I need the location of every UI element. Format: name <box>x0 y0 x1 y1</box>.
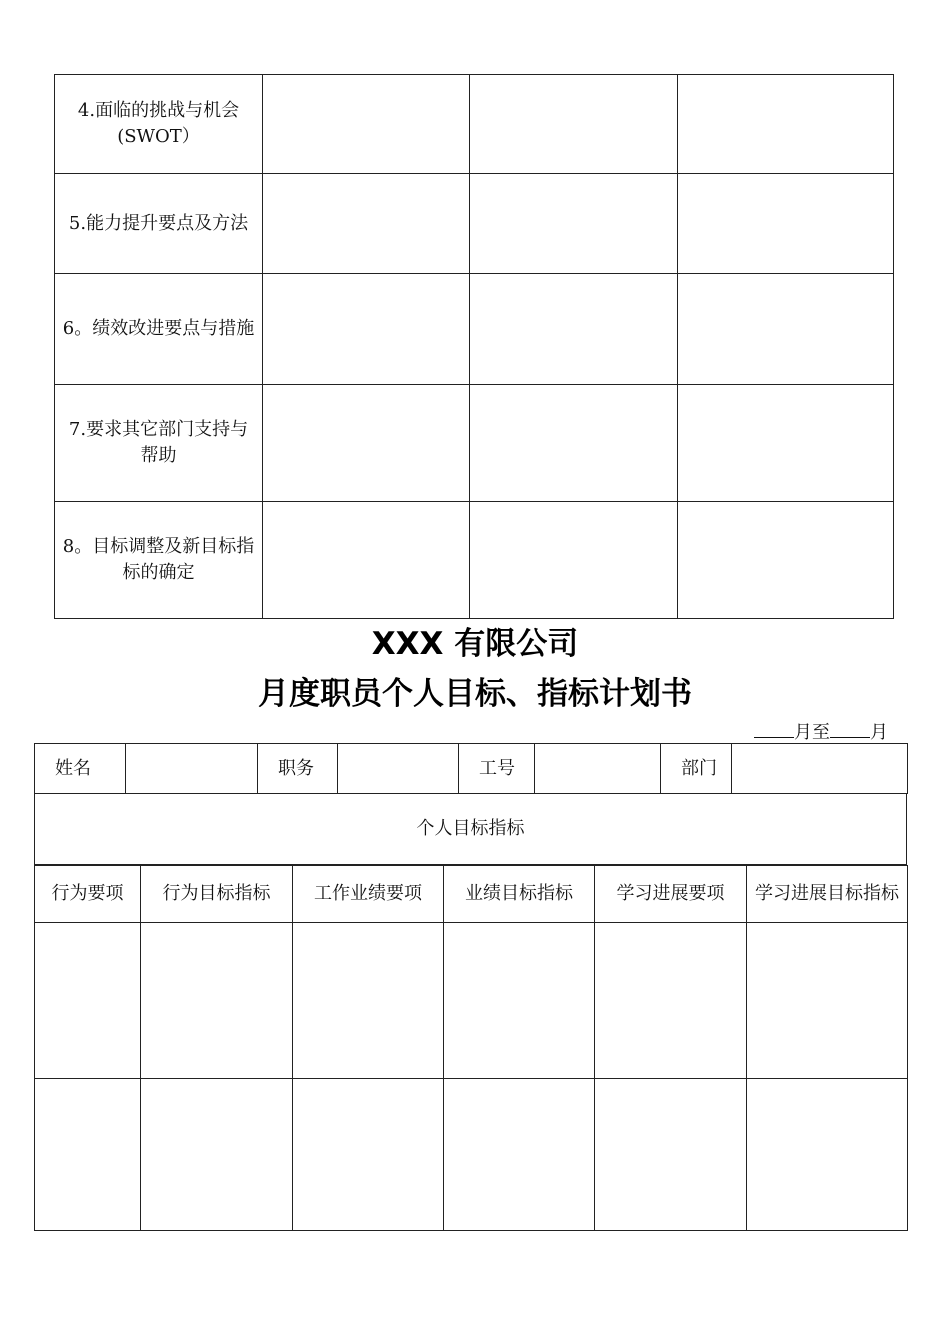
table-cell[interactable] <box>293 1079 444 1231</box>
table-cell[interactable] <box>470 385 678 502</box>
table-row <box>55 502 894 619</box>
table-cell[interactable] <box>35 923 141 1079</box>
header-work-item: 工作业绩要项 <box>293 866 444 923</box>
table-row <box>55 385 894 502</box>
table-cell[interactable] <box>747 923 908 1079</box>
goal-table <box>34 865 908 1231</box>
section-table <box>34 793 907 865</box>
continuation-table <box>54 74 894 619</box>
table-cell[interactable] <box>141 923 293 1079</box>
header-learning-item: 学习进展要项 <box>595 866 747 923</box>
id-label: 工号 <box>459 744 535 794</box>
row-label-swot: 4.面临的挑战与机会(SWOT） <box>55 75 263 174</box>
table-row <box>55 274 894 385</box>
table-cell[interactable] <box>678 174 894 274</box>
header-learning-target: 学习进展目标指标 <box>747 866 908 923</box>
table-cell[interactable] <box>678 274 894 385</box>
table-cell[interactable] <box>263 274 470 385</box>
table-cell[interactable] <box>263 502 470 619</box>
period-start-blank[interactable] <box>754 719 794 738</box>
table-cell[interactable] <box>141 1079 293 1231</box>
position-label: 职务 <box>258 744 338 794</box>
section-title: 个人目标指标 <box>35 794 907 865</box>
period-line <box>754 719 888 745</box>
table-row <box>55 75 894 174</box>
period-end-blank[interactable] <box>830 719 870 738</box>
name-field[interactable] <box>126 744 258 794</box>
position-field[interactable] <box>338 744 459 794</box>
dept-field[interactable] <box>732 744 908 794</box>
info-table <box>34 743 908 794</box>
row-label-performance: 6。绩效改进要点与措施 <box>55 274 263 385</box>
table-cell[interactable] <box>263 174 470 274</box>
table-row <box>55 174 894 274</box>
table-cell[interactable] <box>293 923 444 1079</box>
header-behavior-item: 行为要项 <box>35 866 141 923</box>
table-cell[interactable] <box>678 502 894 619</box>
table-cell[interactable] <box>263 75 470 174</box>
header-performance-target: 业绩目标指标 <box>444 866 595 923</box>
table-cell[interactable] <box>678 385 894 502</box>
table-cell[interactable] <box>35 1079 141 1231</box>
table-cell[interactable] <box>595 923 747 1079</box>
table-row <box>35 1079 908 1231</box>
plan-title: 月度职员个人目标、指标计划书 <box>258 676 692 712</box>
header-behavior-target: 行为目标指标 <box>141 866 293 923</box>
table-row <box>35 794 907 865</box>
table-cell[interactable] <box>678 75 894 174</box>
table-cell[interactable] <box>747 1079 908 1231</box>
name-label: 姓名 <box>35 744 126 794</box>
table-row <box>35 923 908 1079</box>
dept-label: 部门 <box>661 744 732 794</box>
row-label-support: 7.要求其它部门支持与帮助 <box>55 385 263 502</box>
table-cell[interactable] <box>444 923 595 1079</box>
id-field[interactable] <box>535 744 661 794</box>
row-label-ability: 5.能力提升要点及方法 <box>55 174 263 274</box>
goal-header-row <box>35 866 908 923</box>
company-title: XXX 有限公司 <box>371 626 579 662</box>
table-cell[interactable] <box>470 174 678 274</box>
table-cell[interactable] <box>263 385 470 502</box>
table-cell[interactable] <box>470 502 678 619</box>
table-cell[interactable] <box>595 1079 747 1231</box>
table-cell[interactable] <box>444 1079 595 1231</box>
table-cell[interactable] <box>470 75 678 174</box>
row-label-adjustment: 8。目标调整及新目标指标的确定 <box>55 502 263 619</box>
period-end-text: 月 <box>870 722 888 743</box>
period-mid-text: 月至 <box>794 722 830 743</box>
table-row <box>35 744 908 794</box>
table-cell[interactable] <box>470 274 678 385</box>
